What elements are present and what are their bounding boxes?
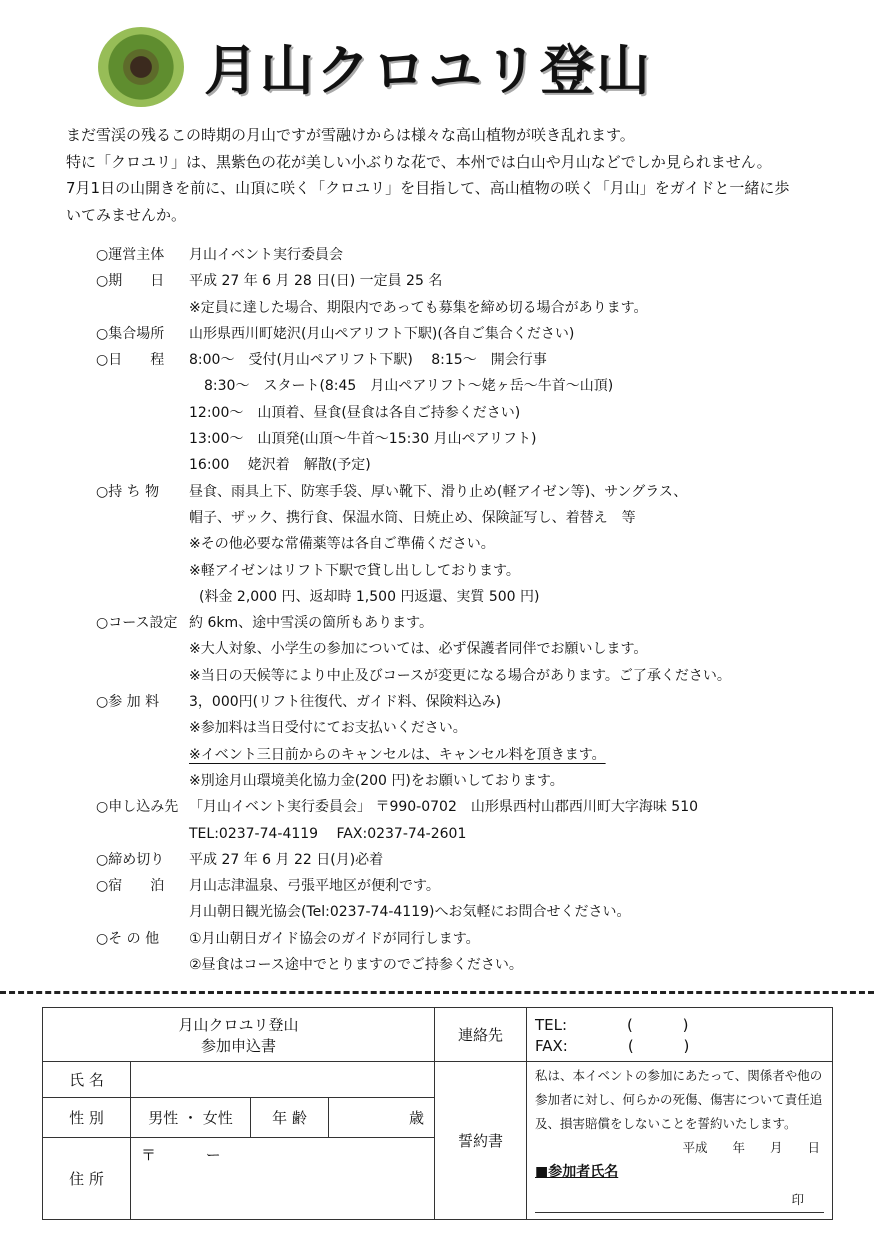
detail-label: ○日 程 [96, 352, 165, 369]
form-title [43, 1008, 435, 1062]
detail-label: ○そ の 他 [96, 930, 160, 947]
black-lily-photo-icon [98, 27, 184, 107]
other-row [96, 926, 856, 952]
event-details [96, 242, 856, 978]
cancellation-notice [96, 742, 856, 768]
belongings-line: 帽子、ザック、携行食、保温水筒、日焼止め、保険証写し、着替え 等 [189, 509, 636, 526]
course-line: 約 6km、途中雪渓の箇所もあります。 [189, 615, 433, 632]
detail-label: ○持 ち 物 [96, 483, 160, 500]
intro-line: 7月1日の山開きを前に、山頂に咲く「クロユリ」を目指して、高山植物の咲く「月山」をガイドと一緒に歩 [66, 179, 790, 197]
lodging-row [96, 873, 856, 899]
detail-label: ○集合場所 [96, 325, 165, 342]
seal-mark: 印 [791, 1192, 804, 1207]
apply-line: TEL:0237-74-4119 FAX:0237-74-2601 [189, 825, 467, 842]
apply-line: 「月山イベント実行委員会」 〒990-0702 山形県西村山郡西川町大字海味 510 [189, 799, 699, 816]
course-row [96, 610, 856, 636]
fee-line: 3，000円(リフト往復代、ガイド料、保険料込み) [189, 694, 502, 711]
other-line: ②昼食はコース途中でとりますのでご持参ください。 [189, 957, 523, 974]
fee-line: ※参加料は当日受付にてお支払いください。 [189, 720, 467, 737]
application-form [42, 1007, 833, 1220]
date-note: ※定員に達した場合、期限内であっても募集を締め切る場合があります。 [189, 299, 648, 316]
form-subtitle-line: 参加申込書 [200, 1036, 276, 1055]
detail-label: ○コース設定 [96, 615, 178, 632]
belongings-line: (料金 2,000 円、返却時 1,500 円返還、実質 500 円) [199, 588, 540, 605]
organizer-row [96, 242, 856, 268]
apply-row [96, 794, 856, 820]
intro-line: まだ雪渓の残るこの時期の月山ですが雪融けからは様々な高山植物が咲き乱れます。 [66, 126, 635, 144]
address-field[interactable] [131, 1138, 435, 1220]
intro-paragraph [66, 122, 826, 228]
intro-line: 特に「クロユリ」は、黒紫色の花が美しい小ぶりな花で、本州では白山や月山などでしか見られません。 [66, 152, 772, 171]
age-label: 年 齢 [251, 1098, 329, 1138]
name-label: 氏 名 [43, 1062, 131, 1098]
gender-label: 性 別 [43, 1098, 131, 1138]
oath-text: 私は、本イベントの参加にあたって、関係者や他の参加者に対し、何らかの死傷、傷害について責任追及、損害賠償をしないことを誓約いたします。 [535, 1068, 823, 1131]
cut-line [0, 991, 874, 994]
schedule-line: 13:00～ 山頂発(山頂～牛首～15:30 月山ペアリフト) [189, 431, 537, 448]
cancellation-text: ※イベント三日前からのキャンセルは、キャンセル料を頂きます。 [189, 746, 606, 763]
name-field[interactable] [131, 1062, 435, 1098]
participant-label: ■参加者氏名 [535, 1164, 619, 1180]
signature-field[interactable] [535, 1188, 824, 1213]
course-line: ※大人対象、小学生の参加については、必ず保護者同伴でお願いします。 [189, 641, 648, 658]
gender-options[interactable]: 男性 ・ 女性 [131, 1098, 251, 1138]
detail-value: 山形県西川町姥沢(月山ペアリフト下駅)(各自ご集合ください) [189, 325, 575, 342]
detail-label: ○期 日 [96, 273, 165, 290]
detail-value: 平成 27 年 6 月 22 日(月)必着 [189, 851, 384, 868]
oath-date: 平成 年 月 日 [682, 1140, 820, 1155]
lodging-line: 月山朝日観光協会(Tel:0237-74-4119)へお気軽にお問合せください。 [189, 904, 631, 921]
schedule-line: 8:30～ スタート(8:45 月山ペアリフト～姥ヶ岳～牛首～山頂) [204, 378, 614, 395]
detail-label: ○締め切り [96, 851, 165, 868]
belongings-line: ※軽アイゼンはリフト下駅で貸し出ししております。 [189, 562, 520, 579]
meeting-row [96, 321, 856, 347]
lodging-line: 月山志津温泉、弓張平地区が便利です。 [189, 878, 440, 895]
detail-label: ○運営主体 [96, 247, 165, 263]
other-line: ①月山朝日ガイド協会のガイドが同行します。 [189, 930, 480, 947]
contact-label: 連絡先 [435, 1008, 527, 1062]
schedule-line: 16:00 姥沢着 解散(予定) [189, 457, 371, 474]
deadline-row [96, 847, 856, 873]
schedule-row [96, 347, 856, 373]
belongings-line: ※その他必要な常備薬等は各自ご準備ください。 [189, 536, 495, 553]
intro-line: いてみませんか。 [66, 205, 187, 224]
tel-field[interactable]: TEL: ( ) [535, 1015, 689, 1034]
course-line: ※当日の天候等により中止及びコースが変更になる場合があります。ご了承ください。 [189, 667, 731, 684]
detail-label: ○参 加 料 [96, 694, 160, 711]
header [98, 22, 798, 112]
contact-cell[interactable] [527, 1008, 833, 1062]
schedule-line: 8:00～ 受付(月山ペアリフト下駅) 8:15～ 開会行事 [189, 352, 547, 369]
fee-row [96, 689, 856, 715]
oath-label: 誓約書 [435, 1062, 527, 1220]
date-row [96, 268, 856, 294]
detail-value: 平成 27 年 6 月 28 日(日) 一定員 25 名 [189, 273, 443, 290]
detail-label: ○宿 泊 [96, 878, 165, 895]
fax-field[interactable]: FAX: ( ) [535, 1036, 690, 1055]
oath-cell [527, 1062, 833, 1220]
page-title: 月山クロユリ登山 [204, 39, 652, 102]
postal-code: 〒 ー [141, 1146, 221, 1164]
form-title-line: 月山クロユリ登山 [178, 1015, 299, 1034]
belongings-row [96, 479, 856, 505]
detail-value: 月山イベント実行委員会 [189, 247, 343, 263]
schedule-line: 12:00～ 山頂着、昼食(昼食は各自ご持参ください) [189, 404, 521, 421]
detail-label: ○申し込み先 [96, 799, 179, 816]
address-label: 住 所 [43, 1138, 131, 1220]
age-field[interactable]: 歳 [329, 1098, 435, 1138]
fee-line: ※別途月山環境美化協力金(200 円)をお願いしております。 [189, 772, 564, 789]
belongings-line: 昼食、雨具上下、防寒手袋、厚い靴下、滑り止め(軽アイゼン等)、サングラス、 [189, 483, 688, 500]
